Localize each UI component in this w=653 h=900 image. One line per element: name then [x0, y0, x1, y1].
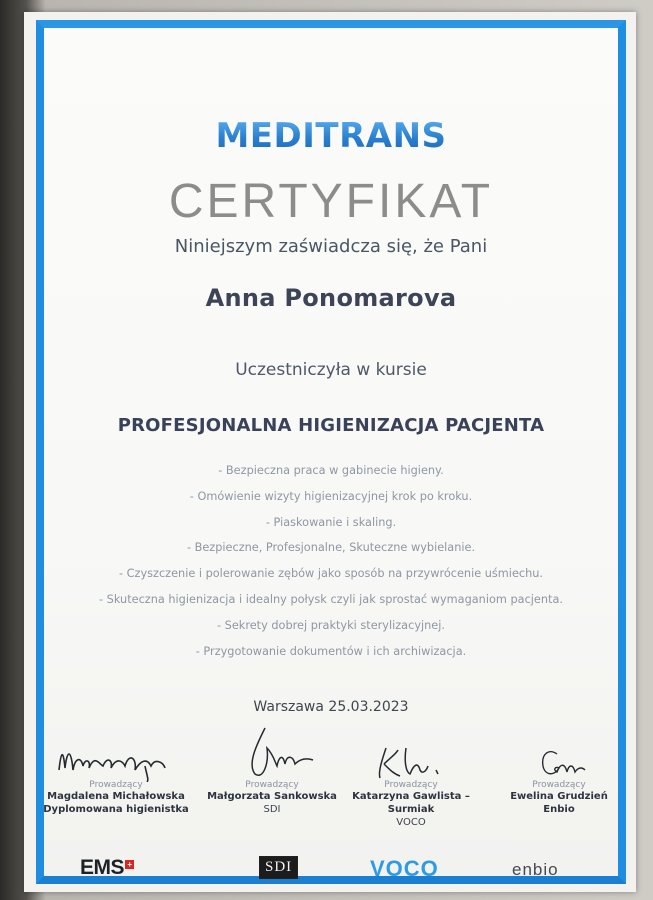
recipient-name: Anna Ponomarova: [205, 284, 457, 312]
signatory-name: Małgorzata Sankowska: [207, 791, 337, 802]
topic-item: - Omówienie wizyty higienizacyjnej krok po kroku.: [189, 489, 473, 503]
topic-item: - Skuteczna higienizacja i idealny połysk czyli jak sprostać wymaganiom pacjenta.: [99, 592, 563, 606]
signatory-block: [192, 740, 352, 816]
signatory-role: Prowadzący: [89, 780, 143, 790]
brand-logo: MEDITRANS: [44, 116, 618, 156]
ems-logo: [80, 856, 134, 880]
signature-image: [509, 740, 609, 782]
signature-image: [356, 740, 466, 782]
certificate-paper: [24, 12, 636, 892]
signatory-block: [479, 740, 639, 816]
signatory-name: Ewelina Grudzień: [510, 791, 608, 802]
topic-item: - Bezpieczne, Profesjonalne, Skuteczne wybielanie.: [186, 541, 476, 555]
signatory-name: Katarzyna Gawlista – Surmiak: [352, 791, 470, 815]
topic-item: - Czyszczenie i polerowanie zębów jako sposób na przywrócenie uśmiechu.: [118, 567, 544, 581]
signatory-detail: Dyplomowana higienistka: [43, 804, 189, 815]
signatory-role: Prowadzący: [532, 780, 586, 790]
signatory-role: Prowadzący: [384, 780, 438, 790]
signatory-detail: SDI: [263, 804, 281, 815]
blue-frame: [36, 20, 626, 884]
topic-item: - Bezpieczna praca w gabinecie higieny.: [218, 464, 444, 477]
signature-image: [51, 740, 181, 782]
course-title: PROFESJONALNA HIGIENIZACJA PACJENTA: [117, 415, 545, 436]
ems-logo-text: EMS: [80, 856, 125, 879]
swiss-cross-icon: +: [125, 860, 134, 869]
topic-item: - Przygotowanie dokumentów i ich archiwizacja.: [195, 644, 467, 658]
place-date: Warszawa 25.03.2023: [253, 699, 409, 715]
attended-text: Uczestniczyła w kursie: [235, 360, 427, 380]
enbio-logo: enbio: [512, 860, 559, 879]
signatory-role: Prowadzący: [245, 780, 299, 790]
signatory-detail: Enbio: [543, 804, 575, 815]
signatory-name: Magdalena Michałowska: [47, 791, 185, 802]
intro-text: Niniejszym zaświadcza się, że Pani: [174, 236, 488, 257]
signatory-detail: VOCO: [396, 817, 426, 828]
sdi-logo: SDI: [259, 856, 298, 879]
signatory-block: [331, 740, 491, 829]
topic-item: - Sekrety dobrej praktyki sterylizacyjnej.: [217, 618, 445, 632]
signature-image: [217, 724, 327, 782]
voco-logo: VOCO: [370, 856, 439, 881]
signatory-block: [36, 740, 196, 816]
topic-item: - Piaskowanie i skaling.: [265, 515, 397, 529]
certificate-title: CERTYFIKAT: [168, 175, 494, 228]
topic-list: [44, 458, 618, 664]
